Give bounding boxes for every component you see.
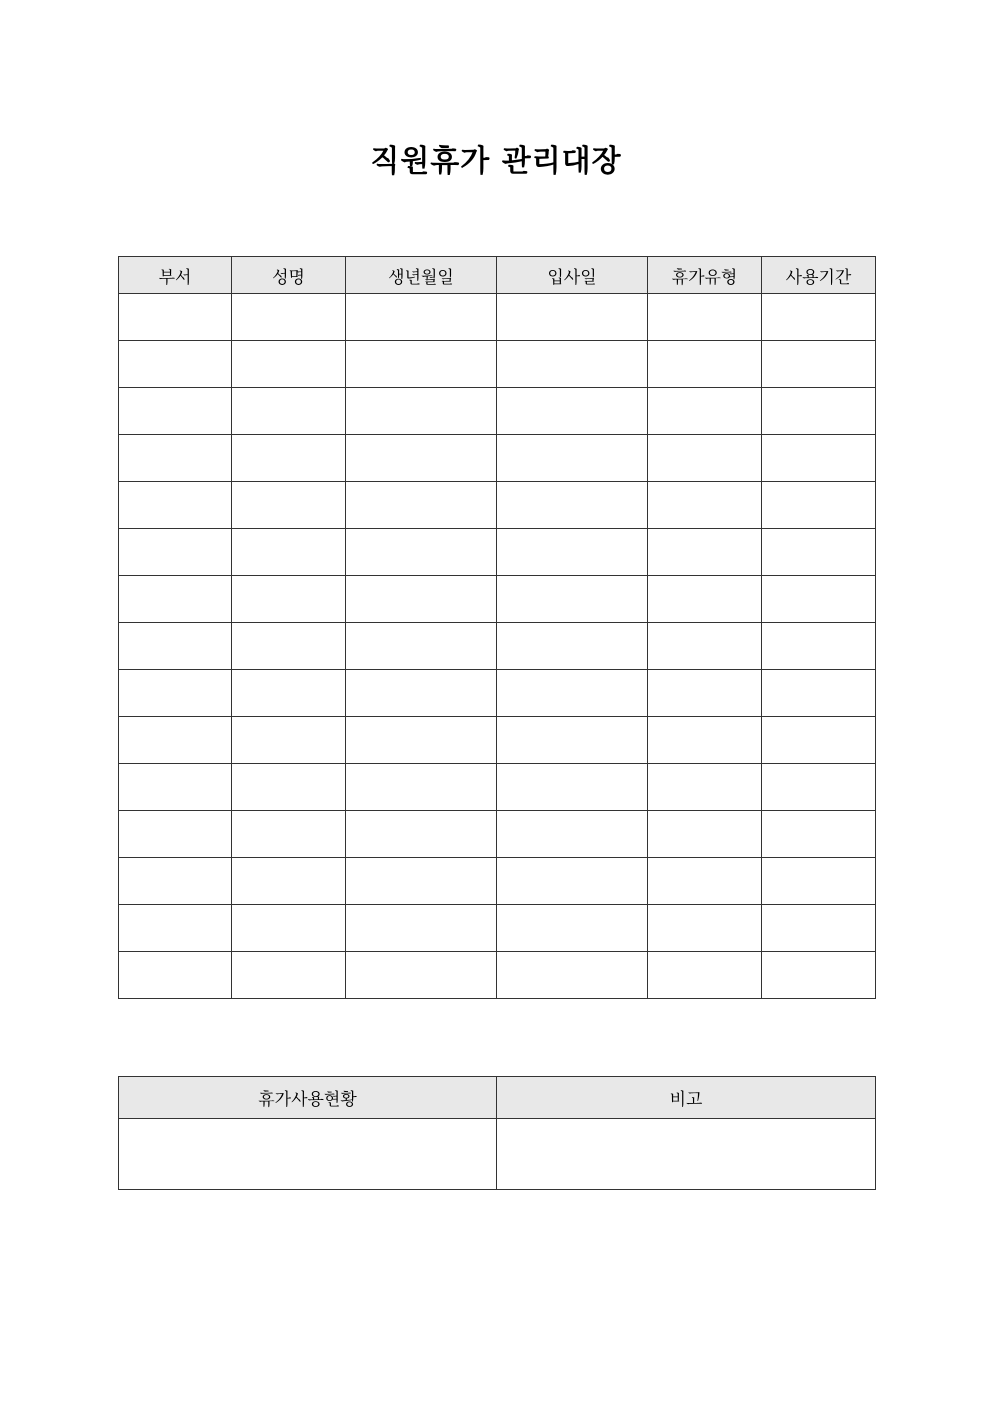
- cell-name[interactable]: [232, 717, 346, 764]
- cell-hire-date[interactable]: [497, 435, 648, 482]
- cell-birthdate[interactable]: [346, 764, 497, 811]
- cell-name[interactable]: [232, 341, 346, 388]
- cell-birthdate[interactable]: [346, 623, 497, 670]
- cell-birthdate[interactable]: [346, 670, 497, 717]
- cell-department[interactable]: [119, 576, 232, 623]
- cell-usage-period[interactable]: [762, 294, 876, 341]
- cell-leave-type[interactable]: [648, 764, 762, 811]
- cell-usage-period[interactable]: [762, 482, 876, 529]
- cell-leave-type[interactable]: [648, 905, 762, 952]
- cell-department[interactable]: [119, 952, 232, 999]
- cell-leave-type[interactable]: [648, 717, 762, 764]
- table-row: [119, 388, 876, 435]
- cell-hire-date[interactable]: [497, 341, 648, 388]
- cell-remarks[interactable]: [497, 1119, 876, 1190]
- cell-hire-date[interactable]: [497, 294, 648, 341]
- cell-department[interactable]: [119, 811, 232, 858]
- table-row: [119, 341, 876, 388]
- cell-usage-period[interactable]: [762, 764, 876, 811]
- column-header-name: 성명: [232, 257, 346, 294]
- column-header-leave-type: 휴가유형: [648, 257, 762, 294]
- cell-hire-date[interactable]: [497, 388, 648, 435]
- summary-header-row: [119, 1077, 876, 1119]
- cell-usage-period[interactable]: [762, 811, 876, 858]
- table-row: [119, 952, 876, 999]
- leave-summary-table: [118, 1076, 876, 1190]
- cell-name[interactable]: [232, 576, 346, 623]
- cell-department[interactable]: [119, 717, 232, 764]
- cell-department[interactable]: [119, 294, 232, 341]
- cell-usage-period[interactable]: [762, 670, 876, 717]
- cell-usage-period[interactable]: [762, 717, 876, 764]
- cell-name[interactable]: [232, 764, 346, 811]
- cell-hire-date[interactable]: [497, 670, 648, 717]
- cell-hire-date[interactable]: [497, 717, 648, 764]
- cell-leave-type[interactable]: [648, 623, 762, 670]
- cell-name[interactable]: [232, 623, 346, 670]
- cell-name[interactable]: [232, 670, 346, 717]
- cell-name[interactable]: [232, 294, 346, 341]
- cell-name[interactable]: [232, 435, 346, 482]
- column-header-usage-period: 사용기간: [762, 257, 876, 294]
- cell-hire-date[interactable]: [497, 905, 648, 952]
- table-row: [119, 482, 876, 529]
- cell-leave-type[interactable]: [648, 670, 762, 717]
- table-row: [119, 764, 876, 811]
- table-row: [119, 670, 876, 717]
- cell-birthdate[interactable]: [346, 952, 497, 999]
- cell-department[interactable]: [119, 858, 232, 905]
- cell-usage-period[interactable]: [762, 623, 876, 670]
- table-row: [119, 905, 876, 952]
- cell-leave-type[interactable]: [648, 435, 762, 482]
- table-row: [119, 294, 876, 341]
- cell-hire-date[interactable]: [497, 623, 648, 670]
- cell-birthdate[interactable]: [346, 576, 497, 623]
- cell-name[interactable]: [232, 858, 346, 905]
- cell-department[interactable]: [119, 529, 232, 576]
- cell-birthdate[interactable]: [346, 294, 497, 341]
- column-header-department: 부서: [119, 257, 232, 294]
- summary-row: [119, 1119, 876, 1190]
- cell-leave-type[interactable]: [648, 482, 762, 529]
- cell-hire-date[interactable]: [497, 529, 648, 576]
- cell-department[interactable]: [119, 764, 232, 811]
- cell-hire-date[interactable]: [497, 858, 648, 905]
- cell-name[interactable]: [232, 811, 346, 858]
- page-title: 직원휴가 관리대장: [370, 144, 622, 179]
- cell-department[interactable]: [119, 623, 232, 670]
- cell-leave-type[interactable]: [648, 529, 762, 576]
- cell-leave-type[interactable]: [648, 811, 762, 858]
- table-row: [119, 811, 876, 858]
- cell-usage-period[interactable]: [762, 858, 876, 905]
- cell-name[interactable]: [232, 905, 346, 952]
- cell-department[interactable]: [119, 435, 232, 482]
- cell-leave-type[interactable]: [648, 388, 762, 435]
- cell-department[interactable]: [119, 670, 232, 717]
- cell-usage-period[interactable]: [762, 388, 876, 435]
- cell-usage-period[interactable]: [762, 529, 876, 576]
- cell-birthdate[interactable]: [346, 811, 497, 858]
- table-row: [119, 717, 876, 764]
- cell-leave-type[interactable]: [648, 858, 762, 905]
- cell-birthdate[interactable]: [346, 717, 497, 764]
- column-header-hire-date: 입사일: [497, 257, 648, 294]
- cell-name[interactable]: [232, 952, 346, 999]
- cell-birthdate[interactable]: [346, 341, 497, 388]
- cell-hire-date[interactable]: [497, 482, 648, 529]
- cell-name[interactable]: [232, 482, 346, 529]
- table-row: [119, 623, 876, 670]
- cell-birthdate[interactable]: [346, 388, 497, 435]
- table-row: [119, 529, 876, 576]
- column-header-remarks: 비고: [497, 1077, 876, 1119]
- cell-birthdate[interactable]: [346, 529, 497, 576]
- cell-leave-type[interactable]: [648, 576, 762, 623]
- cell-name[interactable]: [232, 388, 346, 435]
- cell-department[interactable]: [119, 388, 232, 435]
- cell-department[interactable]: [119, 482, 232, 529]
- cell-usage-period[interactable]: [762, 576, 876, 623]
- table-row: [119, 576, 876, 623]
- cell-hire-date[interactable]: [497, 764, 648, 811]
- cell-usage-period[interactable]: [762, 905, 876, 952]
- cell-birthdate[interactable]: [346, 482, 497, 529]
- cell-usage-period[interactable]: [762, 341, 876, 388]
- cell-birthdate[interactable]: [346, 858, 497, 905]
- cell-hire-date[interactable]: [497, 811, 648, 858]
- cell-usage-period[interactable]: [762, 435, 876, 482]
- cell-leave-type[interactable]: [648, 294, 762, 341]
- table-header-row: [119, 257, 876, 294]
- table-row: [119, 435, 876, 482]
- cell-name[interactable]: [232, 529, 346, 576]
- cell-department[interactable]: [119, 905, 232, 952]
- leave-register-table: [118, 256, 876, 999]
- cell-birthdate[interactable]: [346, 905, 497, 952]
- cell-hire-date[interactable]: [497, 952, 648, 999]
- cell-usage-period[interactable]: [762, 952, 876, 999]
- cell-birthdate[interactable]: [346, 435, 497, 482]
- cell-leave-type[interactable]: [648, 341, 762, 388]
- cell-leave-usage-status[interactable]: [119, 1119, 497, 1190]
- column-header-birthdate: 생년월일: [346, 257, 497, 294]
- cell-department[interactable]: [119, 341, 232, 388]
- column-header-leave-usage-status: 휴가사용현황: [119, 1077, 497, 1119]
- cell-leave-type[interactable]: [648, 952, 762, 999]
- table-row: [119, 858, 876, 905]
- cell-hire-date[interactable]: [497, 576, 648, 623]
